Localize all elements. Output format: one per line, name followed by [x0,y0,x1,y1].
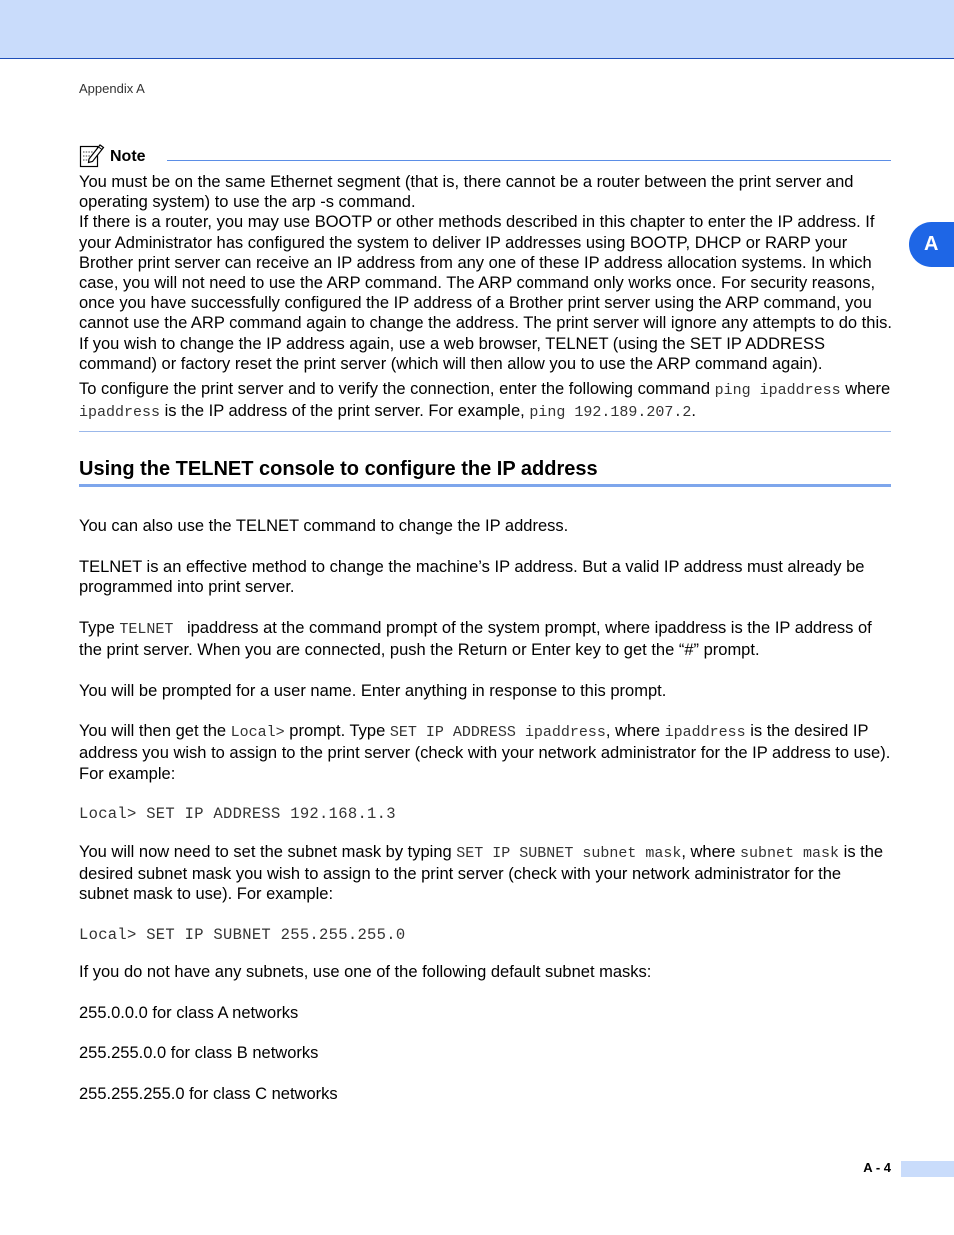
footer-bar [901,1161,954,1177]
text: , where [681,842,741,861]
note-header [79,142,891,168]
text: prompt. Type [284,722,390,741]
note-pencil-icon [79,142,105,168]
text: . [691,402,696,421]
text: Type [79,618,120,637]
text: , where [605,722,665,741]
appendix-tab-label: A [924,233,939,255]
text: You will now need to set the subnet mask by typing [79,842,457,861]
mask-item: 255.255.0.0 for class B networks [79,1044,319,1063]
note-label: Note [110,148,146,165]
text: To configure the print server and to verify the connection, enter the following command [79,380,715,399]
running-head: Appendix A [79,81,145,96]
note-end-rule [79,431,891,432]
text: ipaddress at the command prompt of the system prompt, where ipaddress is the IP address of the print server. When you are connected, push the Return or Enter key to get the “#” prompt. [79,618,872,659]
code-example: Local> SET IP SUBNET 255.255.255.0 [79,925,406,944]
text: is the desired subnet mask you wish to assign to the print server (check with your network administrator for the subnet mask to use). For example: [79,842,884,903]
inline-code: ipaddress [664,724,746,742]
note-paragraph: You must be on the same Ethernet segment (that is, there cannot be a router between the print server and operating system) to use the arp -s command. [79,173,854,212]
text: is the desired IP address you wish to assign to the print server (check with your network administrator for the IP address to use). For example: [79,722,891,783]
paragraph: TELNET is an effective method to change the machine’s IP address. But a valid IP address must already be programmed into print server. [79,557,865,596]
header-band [0,0,954,59]
paragraph [79,721,892,784]
page-number: A - 4 [863,1160,891,1175]
paragraph: You will be prompted for a user name. Enter anything in response to this prompt. [79,681,667,700]
section-body [79,516,892,1125]
text: where [840,380,891,399]
inline-code: SET IP SUBNET subnet mask [456,844,682,862]
note-paragraph: If there is a router, you may use BOOTP or other methods described in this chapter to enter the IP address. If your Administrator has configured the system to deliver IP addresses using BOOTP, DHCP or RARP your Brother print server can receive an IP address from any one of these IP address allocation systems. In which case, you will not need to use the ARP command. The ARP command only works once. For security reasons, once you have successfully configured the IP address of a Brother print server using the ARP command, you cannot use the ARP command again to change the address. The print server will ignore any attempts to do this. If you wish to change the IP address again, use a web browser, TELNET (using the SET IP ADDRESS command) or factory reset the print server (which will then allow you to use the ARP command again). [79,213,892,373]
text: is the IP address of the print server. For example, [160,402,530,421]
inline-code: SET IP ADDRESS ipaddress [389,724,606,742]
inline-code: Local> [230,724,285,742]
note-body [79,172,892,423]
paragraph: If you do not have any subnets, use one of the following default subnet masks: [79,962,652,981]
paragraph [79,618,892,660]
inline-code: ping ipaddress [714,382,841,400]
paragraph [79,842,892,905]
inline-code: ipaddress [79,404,161,422]
inline-code: TELNET [119,620,183,638]
mask-item: 255.0.0.0 for class A networks [79,1003,299,1022]
paragraph: You can also use the TELNET command to change the IP address. [79,517,569,535]
code-example: Local> SET IP ADDRESS 192.168.1.3 [79,805,396,824]
mask-item: 255.255.255.0 for class C networks [79,1084,338,1103]
note-rule [167,160,891,161]
section-title: Using the TELNET console to configure the IP address [79,456,891,487]
text: You will then get the [79,722,231,741]
appendix-tab [909,222,954,267]
inline-code: subnet mask [740,844,840,862]
inline-code: ping 192.189.207.2 [529,404,692,422]
note-ping-paragraph [79,379,892,423]
